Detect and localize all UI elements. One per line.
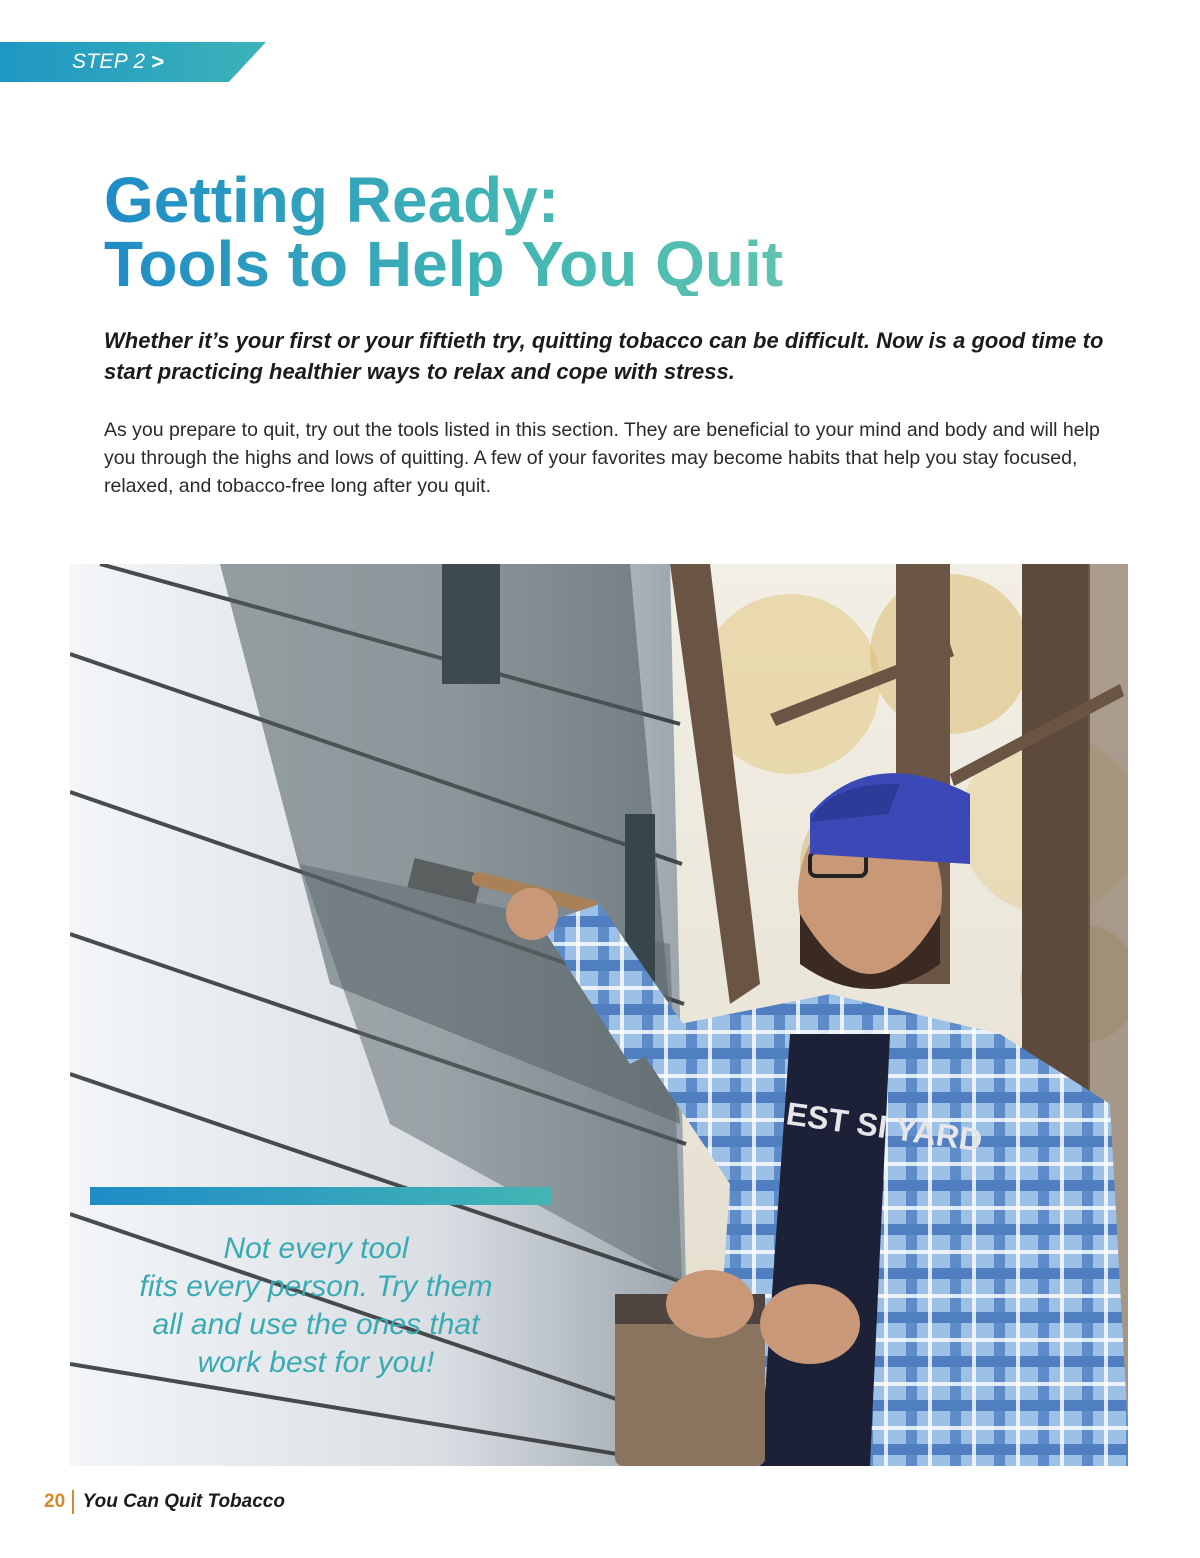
body-paragraph: As you prepare to quit, try out the tools listed in this section. They are beneficial to your mind and body and will help you through the highs and lows of quitting. A few of your favorites may become habits that help you stay focused, relaxed, and tobacco-free long after you quit. bbox=[104, 419, 1100, 497]
shirt-graphic-text: EST SI YARD bbox=[784, 1095, 985, 1159]
chevron-right-icon: > bbox=[151, 49, 165, 74]
lead-paragraph: Whether it’s your first or your fiftieth try, quitting tobacco can be difficult. Now is a good time to start practicing healthier ways to relax and cope with stress. bbox=[104, 328, 1104, 384]
callout-quote bbox=[100, 1230, 532, 1382]
publication-title: You Can Quit Tobacco bbox=[82, 1491, 285, 1512]
page-number: 20 bbox=[44, 1491, 66, 1512]
callout-accent-bar bbox=[90, 1187, 552, 1205]
step-label: STEP 2 bbox=[72, 50, 146, 73]
callout-line-1: Not every tool bbox=[223, 1232, 409, 1265]
callout-line-4: work best for you! bbox=[197, 1346, 435, 1379]
page-title-line-2: Tools to Help You Quit bbox=[104, 228, 784, 300]
callout-line-2: fits every person. Try them bbox=[139, 1270, 493, 1303]
footer-divider bbox=[72, 1490, 74, 1514]
page-title bbox=[104, 164, 784, 300]
step-indicator bbox=[72, 49, 165, 75]
page-footer bbox=[44, 1490, 285, 1514]
callout-line-3: all and use the ones that bbox=[152, 1308, 480, 1341]
page-title-line-1: Getting Ready: bbox=[104, 164, 560, 236]
